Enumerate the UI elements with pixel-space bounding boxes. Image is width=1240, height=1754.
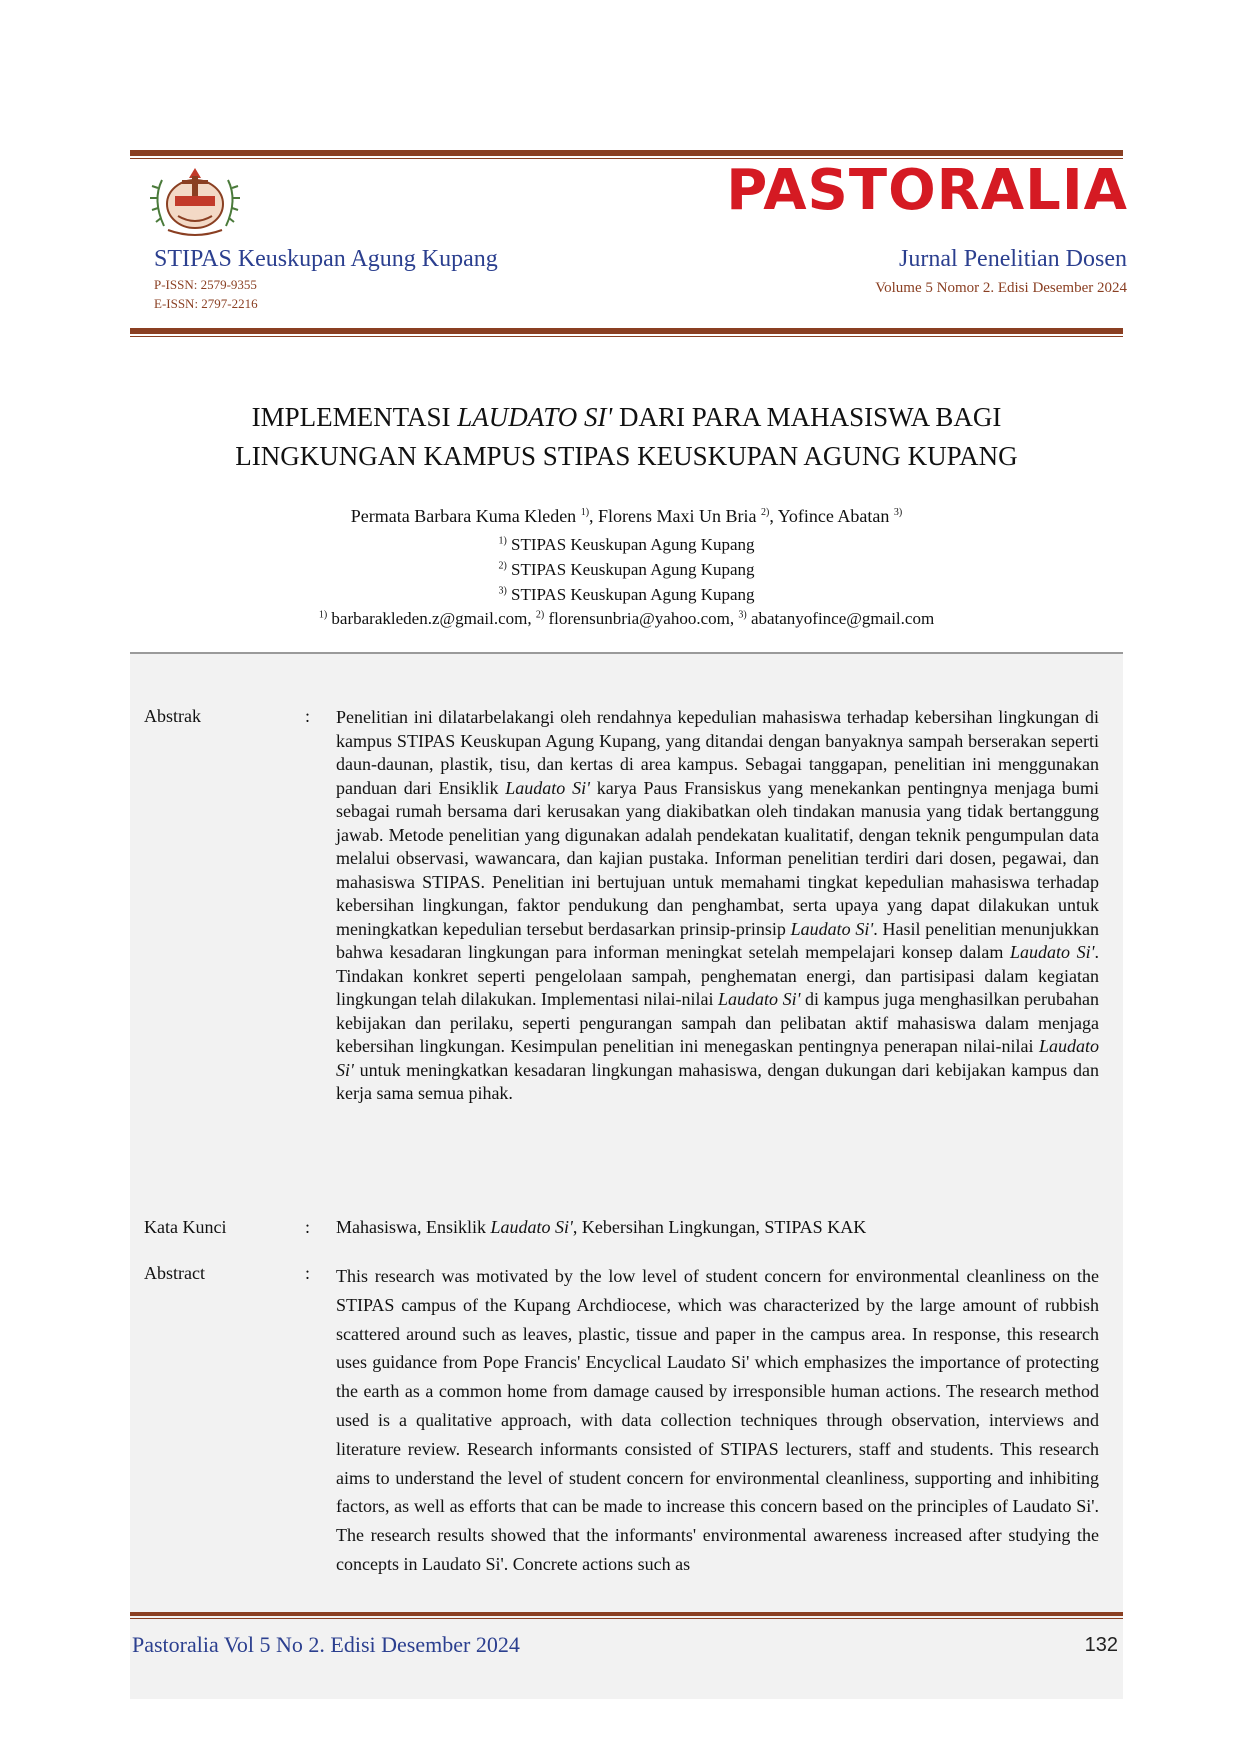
abstrak-italic-term: Laudato Si' — [1010, 942, 1095, 962]
email-list: $^{1)}$ barbarakleden.z@gmail.com, $^{2)}$ florensunbria@yahoo.com, $^{3)}$ abatanyofince@gmail.com — [318, 609, 935, 628]
author-mark: 2) — [761, 507, 770, 518]
header-bottom-rule — [130, 328, 1123, 337]
keywords-part: Mahasiswa, Ensiklik — [336, 1217, 491, 1237]
author-list: Permata Barbara Kuma Kleden $^{1)}$, Florens Maxi Un Bria $^{2)}$, Yofince Abatan $^{3)}$ — [350, 506, 903, 526]
keywords-text — [336, 1217, 1099, 1238]
email-link[interactable]: florensunbria@yahoo.com — [548, 609, 730, 628]
author-name: Permata Barbara Kuma Kleden — [350, 506, 577, 526]
email-mark: 2) — [535, 609, 545, 621]
author-name: Florens Maxi Un Bria — [598, 506, 757, 526]
keywords-label: Kata Kunci — [144, 1217, 227, 1237]
keywords-part: , Kebersihan Lingkungan, STIPAS KAK — [572, 1217, 867, 1237]
footer-rule — [130, 1612, 1123, 1619]
abstrak-text-segment: . Hasil penelitian menunjukkan bahwa kesadaran lingkungan para informan meningkat setelah mempelajari konsep dalam — [336, 918, 1099, 962]
abstrak-text-segment: . Tindakan konkret seperti pengelolaan sampah, penghematan energi, dan partisipasi dalam kegiatan lingkungan telah dilakukan. Implementasi nilai-nilai — [336, 942, 1099, 1009]
affiliation-mark: 3) — [498, 585, 507, 597]
email-link[interactable]: abatanyofince@gmail.com — [750, 609, 935, 628]
journal-name: Jurnal Penelitian Dosen — [899, 246, 1127, 272]
email-link[interactable]: barbarakleden.z@gmail.com — [331, 609, 528, 628]
abstract-text: This research was motivated by the low level of student concern for environmental cleanliness on the STIPAS campus of the Kupang Archdiocese, which was characterized by the large amount of rubbish scattered around such as leaves, plastic, tissue and paper in the campus area. In response, this research uses guidance from Pope Francis' Encyclical Laudato Si' which emphasizes the importance of protecting the earth as a common home from damage caused by irresponsible human actions. The research method used is a qualitative approach, with data collection techniques through observation, interviews and literature review. Research informants consisted of STIPAS lecturers, staff and students. This research aims to understand the level of student concern for environmental cleanliness, supporting and inhibiting factors, as well as efforts that can be made to increase this concern based on the principles of Laudato Si'. The research results showed that the informants' environmental awareness increased after studying the concepts in Laudato Si'. Concrete actions such as — [336, 1266, 1099, 1574]
affiliation — [130, 585, 1123, 605]
keywords-italic: Laudato Si' — [490, 1217, 573, 1237]
email-mark: 3) — [738, 609, 747, 621]
abstrak-text-segment: Penelitian ini dilatarbelakangi oleh rendahnya kepedulian mahasiswa terhadap kebersihan lingkungan di kampus STIPAS Keuskupan Agung Kupang, yang ditandai dengan banyaknya sampah berserakan seperti daun-daunan, plastik, tisu, dan kertas di area kampus. Sebagai tanggapan, penelitian ini menggunakan panduan dari Ensiklik — [336, 707, 1099, 798]
affiliation-text: STIPAS Keuskupan Agung Kupang — [511, 560, 755, 579]
author-name: Yofince Abatan — [777, 506, 890, 526]
abstrak-text-segment: di kampus juga menghasilkan perubahan kebijakan dan perilaku, seperti pengurangan sampah dan pelibatan aktif mahasiswa dalam menjaga kebersihan lingkungan. Kesimpulan penelitian ini menegaskan pentingnya penerapan nilai-nilai — [336, 989, 1099, 1056]
title-text: IMPLEMENTASI — [251, 402, 458, 432]
title-italic: LAUDATO SI' — [457, 402, 613, 432]
affiliation-text: STIPAS Keuskupan Agung Kupang — [511, 535, 755, 554]
affiliation — [130, 560, 1123, 580]
page-number: 132 — [1084, 1634, 1118, 1656]
article-title — [130, 398, 1123, 476]
abstrak-label: Abstrak — [144, 706, 201, 726]
institution-logo — [148, 160, 242, 240]
abstrak-italic-term: Laudato Si' — [790, 918, 874, 939]
author-mark: 3) — [893, 507, 903, 518]
keywords-colon: : — [305, 1217, 311, 1237]
abstract-colon: : — [305, 1263, 311, 1283]
title-line-2: LINGKUNGAN KAMPUS STIPAS KEUSKUPAN AGUNG KUPANG — [235, 441, 1018, 471]
email-mark: 1) — [318, 609, 328, 621]
institution-name: STIPAS Keuskupan Agung Kupang — [154, 246, 498, 272]
abstrak-text-segment: karya Paus Fransiskus yang menekankan pentingnya menjaga bumi sebagai rumah bersama dari kerusakan yang diakibatkan oleh tindakan manusia yang tidak bertanggung jawab. Metode penelitian yang digunakan adalah pendekatan kualitatif, dengan teknik pengumpulan data melalui observasi, wawancara, dan kajian pustaka. Informan penelitian terdiri dari dosen, pegawai, dan mahasiswa STIPAS. Penelitian ini bertujuan untuk memahami tingkat kepedulian mahasiswa terhadap kebersihan lingkungan, faktor pendukung dan penghambat, serta upaya yang dapat dilakukan untuk meningkatkan kepedulian tersebut berdasarkan prinsip-prinsip — [336, 777, 1100, 939]
abstrak-italic-term: Laudato Si' — [505, 777, 590, 798]
journal-brand: PASTORALIA — [726, 158, 1128, 223]
abstrak-italic-term: Laudato Si' — [336, 1036, 1099, 1080]
affiliation — [130, 535, 1123, 555]
abstrak-colon: : — [305, 706, 311, 726]
affiliation-mark: 2) — [498, 560, 507, 572]
abstrak-text-segment: untuk meningkatkan kesadaran lingkungan mahasiswa, dengan dukungan dari kebijakan kampus dan kerja sama semua pihak. — [336, 1059, 1099, 1103]
affiliation-text: STIPAS Keuskupan Agung Kupang — [511, 585, 755, 604]
abstract-label: Abstract — [144, 1263, 205, 1283]
abstrak-italic-term: Laudato Si' — [718, 989, 801, 1009]
abstrak-text — [336, 706, 1099, 1106]
volume-info: Volume 5 Nomor 2. Edisi Desember 2024 — [875, 280, 1127, 296]
p-issn: P-ISSN: 2579-9355 — [154, 277, 257, 292]
footer-journal-info: Pastoralia Vol 5 No 2. Edisi Desember 2024 — [132, 1632, 520, 1657]
e-issn: E-ISSN: 2797-2216 — [154, 296, 258, 311]
author-mark: 1) — [580, 507, 590, 518]
title-text: DARI PARA MAHASISWA BAGI — [612, 402, 1002, 432]
affiliation-mark: 1) — [498, 535, 507, 547]
